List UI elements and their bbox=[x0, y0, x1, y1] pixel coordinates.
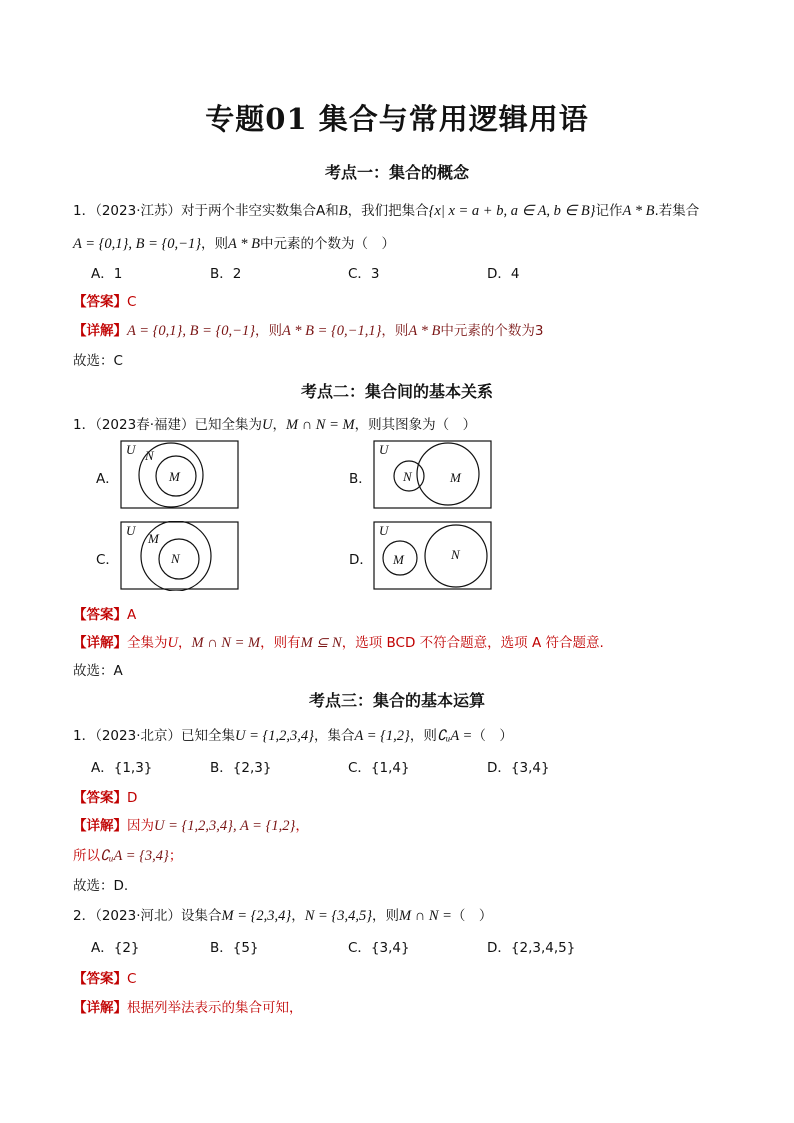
question-text: 记作 bbox=[595, 203, 623, 219]
detail-text: ， bbox=[295, 818, 309, 834]
question-3-line-1 bbox=[73, 724, 513, 745]
option-d: D．{3,4} bbox=[487, 760, 550, 776]
question-text: ， bbox=[291, 908, 305, 924]
answer-line bbox=[73, 603, 136, 623]
answer-label: 【答案】 bbox=[73, 790, 127, 806]
universe-label: U bbox=[126, 442, 136, 457]
answer-line bbox=[73, 786, 137, 806]
answer-line bbox=[73, 290, 136, 310]
section-heading-2: 考点二：集合间的基本关系 bbox=[300, 382, 493, 401]
question-number: 1． bbox=[73, 417, 96, 433]
math-u: U bbox=[262, 417, 273, 433]
question-1-line-2 bbox=[73, 232, 395, 253]
universe-label: U bbox=[379, 442, 389, 457]
question-number: 1． bbox=[73, 728, 96, 744]
question-text: 已知全集 bbox=[181, 728, 235, 744]
math-intersection: M ∩ N = bbox=[399, 908, 452, 924]
choose-line bbox=[73, 874, 128, 894]
section-heading-1: 考点一：集合的概念 bbox=[324, 163, 469, 182]
page-title: 专题01 集合与常用逻辑用语 bbox=[205, 102, 589, 136]
math-given: A = {0,1}, B = {0,−1} bbox=[127, 323, 256, 339]
math-condition: M ∩ N = M bbox=[285, 417, 355, 433]
universe-rect bbox=[374, 522, 491, 589]
label-n: N bbox=[171, 551, 180, 566]
answer-label: 【答案】 bbox=[73, 294, 127, 310]
label-m: M bbox=[148, 531, 159, 546]
venn-diagram-a bbox=[120, 440, 240, 510]
detail-label: 【详解】 bbox=[73, 635, 127, 651]
detail-line bbox=[73, 631, 604, 652]
label-m: M bbox=[393, 552, 404, 567]
math-complement: ∁ᵤA = bbox=[436, 728, 473, 744]
option-c: C．{3,4} bbox=[348, 940, 410, 956]
math-result: ∁ᵤA = {3,4} bbox=[100, 848, 169, 864]
venn-diagram-c bbox=[120, 521, 240, 591]
question-text: （ ） bbox=[472, 728, 513, 744]
option-d: D．4 bbox=[487, 266, 520, 282]
detail-text: ， bbox=[177, 635, 192, 651]
math-given: U = {1,2,3,4}, A = {1,2} bbox=[154, 818, 296, 834]
answer-value: D bbox=[127, 790, 138, 806]
math-m-def: M = {2,3,4} bbox=[221, 908, 292, 924]
circle-m bbox=[417, 443, 479, 505]
detail-line bbox=[73, 996, 303, 1016]
math-u: U bbox=[167, 635, 178, 651]
option-b: B．2 bbox=[210, 266, 242, 282]
question-text: ， bbox=[272, 417, 286, 433]
question-text: ，集合 bbox=[313, 728, 355, 744]
question-source: （2023春·福建） bbox=[95, 417, 195, 433]
venn-option-b-label: B． bbox=[349, 471, 372, 487]
choose-line bbox=[73, 659, 123, 679]
label-n: N bbox=[403, 469, 412, 484]
detail-text: 全集为 bbox=[127, 635, 168, 651]
detail-text: 中元素的个数为3 bbox=[440, 323, 544, 339]
math-u-def: U = {1,2,3,4} bbox=[235, 728, 314, 744]
label-n: N bbox=[451, 547, 460, 562]
question-text: .若集合 bbox=[654, 203, 700, 219]
venn-option-c-label: C． bbox=[96, 552, 119, 568]
math-op: A * B bbox=[622, 203, 655, 219]
option-d: D．{2,3,4,5} bbox=[487, 940, 576, 956]
answer-line bbox=[73, 967, 136, 987]
answer-label: 【答案】 bbox=[73, 971, 127, 987]
choose-text: 故选：D. bbox=[73, 878, 129, 894]
math-given: A = {0,1}, B = {0,−1} bbox=[73, 236, 202, 252]
venn-diagram-d bbox=[373, 521, 493, 591]
detail-text: ，则有 bbox=[260, 635, 301, 651]
set-definition: {x| x = a + b, a ∈ A, b ∈ B} bbox=[428, 203, 596, 219]
detail-text: 因为 bbox=[127, 818, 154, 834]
option-c: C．{1,4} bbox=[348, 760, 410, 776]
venn-option-a-label: A． bbox=[96, 471, 119, 487]
detail-text: 所以 bbox=[73, 848, 100, 864]
label-m: M bbox=[450, 470, 461, 485]
detail-label: 【详解】 bbox=[73, 818, 127, 834]
question-number: 2． bbox=[73, 908, 96, 924]
label-n: N bbox=[145, 448, 154, 463]
answer-value: C bbox=[127, 294, 137, 310]
question-1-line-1 bbox=[73, 199, 699, 220]
detail-line bbox=[73, 319, 543, 340]
question-2-line-1 bbox=[73, 413, 476, 434]
detail-label: 【详解】 bbox=[73, 323, 127, 339]
math-op: A * B bbox=[408, 323, 441, 339]
label-m: M bbox=[169, 469, 180, 484]
option-b: B．{2,3} bbox=[210, 760, 272, 776]
math-subset: M ⊆ N bbox=[300, 635, 342, 651]
question-text: ，则其图象为（ ） bbox=[354, 417, 477, 433]
detail-text: ，选项 BCD 不符合题意，选项 A 符合题意. bbox=[341, 635, 604, 651]
question-text: ，则 bbox=[409, 728, 437, 744]
section-heading-3: 考点三：集合的基本运算 bbox=[308, 691, 485, 710]
detail-text: ，则 bbox=[381, 323, 409, 339]
math-b: B bbox=[338, 203, 348, 219]
question-4-line-1 bbox=[73, 904, 492, 925]
option-a: A．{1,3} bbox=[91, 760, 153, 776]
option-c: C．3 bbox=[348, 266, 380, 282]
question-number: 1． bbox=[73, 203, 96, 219]
detail-text: ，则 bbox=[255, 323, 283, 339]
detail-text: ； bbox=[168, 848, 183, 864]
math-op: A * B bbox=[228, 236, 260, 252]
universe-rect bbox=[374, 441, 491, 508]
option-a: A．1 bbox=[91, 266, 123, 282]
option-a: A．{2} bbox=[91, 940, 140, 956]
detail-line bbox=[73, 814, 309, 835]
question-source: （2023·河北） bbox=[95, 908, 181, 924]
detail-text: 根据列举法表示的集合可知， bbox=[127, 1000, 303, 1016]
answer-value: C bbox=[127, 971, 137, 987]
universe-label: U bbox=[379, 523, 389, 538]
question-source: （2023·北京） bbox=[95, 728, 181, 744]
so-line bbox=[73, 844, 182, 865]
answer-label: 【答案】 bbox=[73, 607, 127, 623]
detail-label: 【详解】 bbox=[73, 1000, 127, 1016]
option-b: B．{5} bbox=[210, 940, 259, 956]
question-text: ，则 bbox=[201, 236, 229, 252]
universe-label: U bbox=[126, 523, 136, 538]
question-text: 中元素的个数为（ ） bbox=[259, 236, 395, 252]
math-result: A * B = {0,−1,1} bbox=[282, 323, 382, 339]
venn-diagram-b bbox=[373, 440, 493, 510]
math-condition: M ∩ N = M bbox=[191, 635, 261, 651]
question-source: （2023·江苏） bbox=[95, 203, 181, 219]
question-text: 设集合 bbox=[181, 908, 222, 924]
math-a-def: A = {1,2} bbox=[354, 728, 410, 744]
venn-option-d-label: D． bbox=[349, 552, 373, 568]
question-text: 已知全集为 bbox=[194, 417, 262, 433]
choose-line: 故选：C bbox=[73, 353, 123, 369]
question-text: 对于两个非空实数集合A和 bbox=[181, 203, 339, 219]
question-text: ，我们把集合 bbox=[347, 203, 429, 219]
question-text: （ ） bbox=[451, 908, 493, 924]
math-n-def: N = {3,4,5} bbox=[304, 908, 373, 924]
answer-value: A bbox=[127, 607, 137, 623]
choose-text: 故选：A bbox=[73, 663, 123, 679]
question-text: ，则 bbox=[372, 908, 400, 924]
